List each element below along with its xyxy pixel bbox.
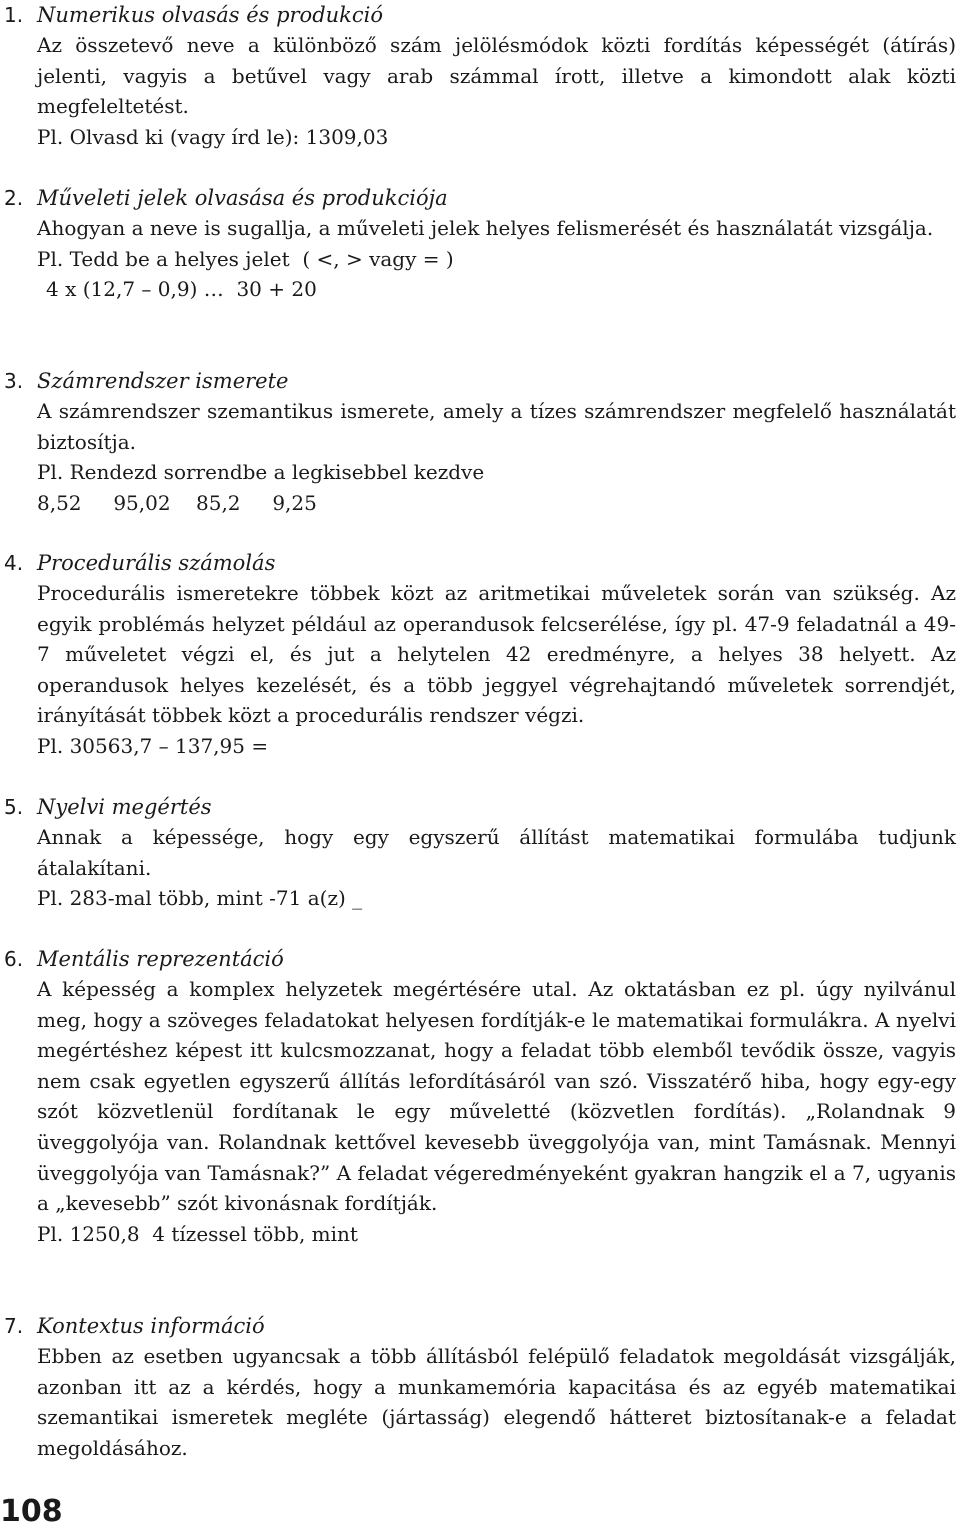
section-example: Pl. Olvasd ki (vagy írd le): 1309,03 xyxy=(37,124,389,149)
section-description: A számrendszer szemantikus ismerete, amely a tízes számrendszer megfelelő használatát biztosítja. xyxy=(37,399,956,454)
section-title: Procedurális számolás xyxy=(37,551,276,575)
section-muveleti-jelek xyxy=(0,183,960,305)
section-description: Ahogyan a neve is sugallja, a műveleti jelek helyes felismerését és használatát vizsgálja. xyxy=(37,216,934,240)
section-description: Procedurális ismeretekre többek közt az aritmetikai műveletek során van szükség. Az egyik problémás helyzet például az operandusok felcserélése, így pl. 47-9 feladatnál a 49-7 műveletet végzi el, és jut a helytelen 42 eredményre, a helyes 38 helyett. Az operandusok helyes kezelését, és a több jeggyel végrehajtandó műveletek sorrendjét, irányítását többek közt a procedurális rendszer végzi. xyxy=(37,581,956,728)
section-title: Nyelvi megértés xyxy=(37,795,212,819)
section-description: A képesség a komplex helyzetek megértésére utal. Az oktatásban ez pl. úgy nyilvánul meg, hogy a szöveges feladatokat helyesen fordítják-e le matematikai formulákra. A nyelvi megértéshez képest itt kulcsmozzanat, hogy a feladat több elemből tevődik össze, vagyis nem csak egyetlen egyszerű állítás lefordításáról van szó. Visszatérő hiba, hogy egy-egy szót közvetlenül fordítanak le egy műveletté (közvetlen fordítás). „Rolandnak 9 üveggolyója van. Rolandnak kettővel kevesebb üveggolyója van, mint Tamásnak. Mennyi üveggolyója van Tamásnak?” A feladat végeredményeként gyakran hangzik el a 7, ugyanis a „kevesebb” szót kivonásnak fordítják. xyxy=(37,977,956,1216)
section-title: Számrendszer ismerete xyxy=(37,369,289,393)
section-heading xyxy=(0,366,960,396)
section-example: Pl. Rendezd sorrendbe a legkisebbel kezdve xyxy=(37,460,485,485)
section-example: Pl. 30563,7 – 137,95 = xyxy=(37,733,269,758)
section-heading xyxy=(0,0,960,30)
section-number: 5. xyxy=(4,795,24,819)
section-number: 1. xyxy=(4,3,24,27)
section-example: Pl. Tedd be a helyes jelet ( <, > vagy = ) xyxy=(37,246,454,271)
section-number: 6. xyxy=(4,947,24,971)
section-description: Ebben az esetben ugyancsak a több állításból felépülő feladatok megoldását vizsgálják, azonban itt az a kérdés, hogy a munkamemória kapacitása és az egyéb matematikai szemantikai ismeretek megléte (jártasság) elegendő hátteret biztosítanak-e a feladat megoldásához. xyxy=(37,1344,956,1460)
section-kontextus-informacio xyxy=(0,1311,960,1463)
section-title: Kontextus információ xyxy=(37,1314,265,1338)
section-number: 2. xyxy=(4,186,24,210)
section-nyelvi-megertes xyxy=(0,792,960,914)
section-numerikus-olvasas xyxy=(0,0,960,152)
section-number: 3. xyxy=(4,369,24,393)
section-description: Annak a képessége, hogy egy egyszerű állítást matematikai formulába tudjunk átalakítani. xyxy=(37,825,956,880)
section-example: Pl. 283-mal több, mint -71 a(z) _ xyxy=(37,886,363,911)
section-example: Pl. 1250,8 4 tízessel több, mint xyxy=(37,1221,358,1246)
section-number: 7. xyxy=(4,1314,24,1338)
section-title: Mentális reprezentáció xyxy=(37,947,284,971)
section-heading xyxy=(0,183,960,213)
section-szamrendszer xyxy=(0,366,960,518)
section-example-expression: 4 x (12,7 – 0,9) … 30 + 20 xyxy=(46,277,317,302)
section-heading xyxy=(0,1311,960,1341)
section-description: Az összetevő neve a különböző szám jelölésmódok közti fordítás képességét (átírás) jelenti, vagyis a betűvel vagy arab számmal írott, illetve a kimondott alak közti megfeleltetést. xyxy=(37,33,956,119)
section-heading xyxy=(0,792,960,822)
section-title: Numerikus olvasás és produkció xyxy=(37,3,384,27)
page-number: 108 xyxy=(0,1494,63,1529)
section-mentalis-reprezentacio xyxy=(0,944,960,1249)
section-heading xyxy=(0,944,960,974)
section-example-numbers: 8,52 95,02 85,2 9,25 xyxy=(37,490,317,515)
section-proceduralis-szamolas xyxy=(0,548,960,762)
section-heading xyxy=(0,548,960,578)
section-title: Műveleti jelek olvasása és produkciója xyxy=(37,186,448,210)
section-number: 4. xyxy=(4,551,24,575)
